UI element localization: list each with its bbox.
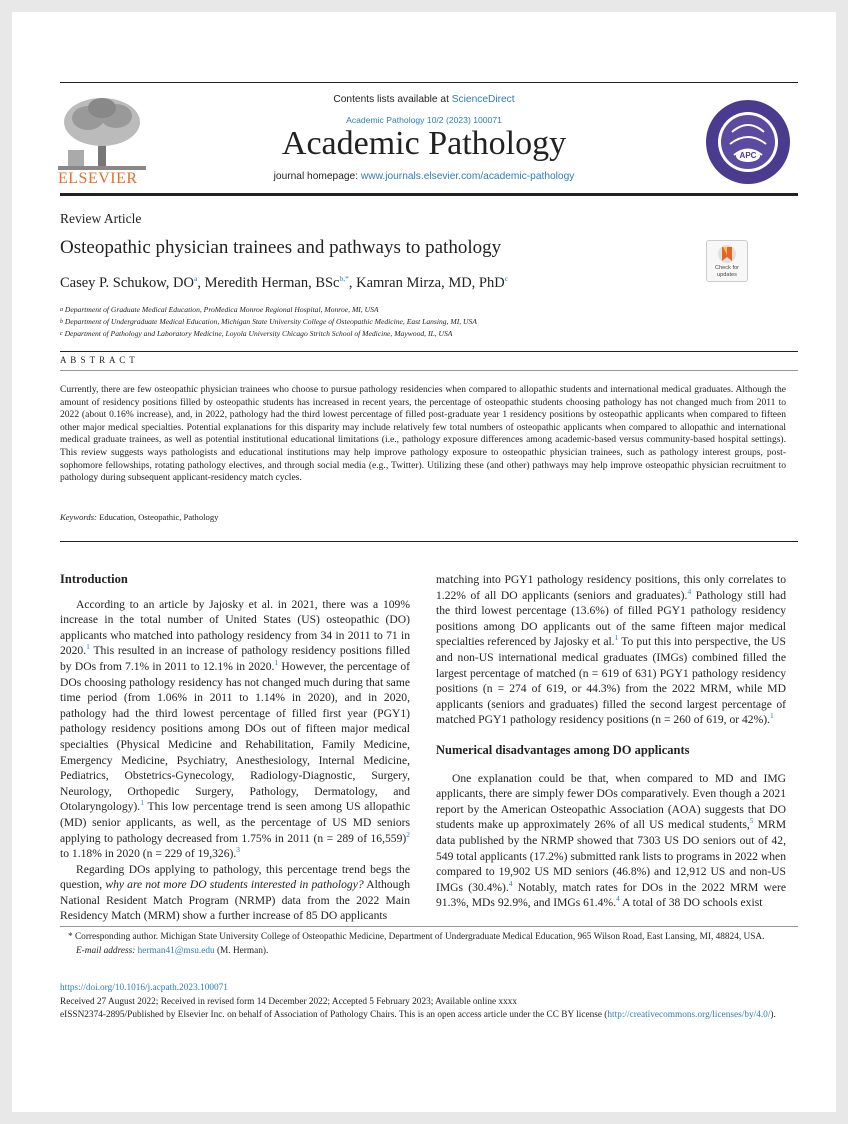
paragraph-text: This low percentage trend is seen among US allopathic (MD) senior applicants, as well, as the percentage of US MD seniors applying to pathology decreased from 1.75% in 2011 (n = 289 of 16,559) — [60, 800, 410, 845]
paragraph — [436, 771, 786, 911]
license-text-end: ). — [770, 1010, 776, 1021]
author-separator: , — [348, 275, 357, 291]
reference-link[interactable]: 1 — [140, 798, 144, 808]
license-line — [60, 1009, 786, 1023]
author-name: Casey P. Schukow, DO — [60, 275, 194, 291]
affiliation-text: Department of Undergraduate Medical Education, Michigan State University College of Osteopathic Medicine, East Lansing, MI, USA — [64, 317, 477, 326]
paragraph-text: MRM data published by the NRMP showed that 7303 US DO seniors out of 42, 549 total applicants (17.2%) submitted rank lists to programs in 2022 when compared to 19,902 US MD seniors (46.8%) and 12,912 US and non-US IMGs (30.4%). — [436, 818, 786, 894]
sciencedirect-link[interactable]: ScienceDirect — [451, 94, 515, 105]
numerical-disadvantages-heading: Numerical disadvantages among DO applicants — [436, 742, 690, 757]
author-name: Meredith Herman, BSc — [204, 275, 340, 291]
affiliation-text: Department of Graduate Medical Education, ProMedica Monroe Regional Hospital, Monroe, MI, USA — [64, 305, 379, 314]
reference-link[interactable]: 1 — [274, 658, 279, 668]
contents-line — [162, 94, 686, 105]
journal-title: Academic Pathology — [281, 125, 567, 162]
author-list — [60, 275, 508, 292]
email-line — [60, 945, 786, 959]
paragraph-text: Regarding DOs applying to pathology, this percentage trend begs the question, — [60, 862, 410, 892]
affiliation — [60, 316, 798, 328]
reference-link[interactable]: 4 — [687, 586, 692, 596]
paragraph-text: However, the percentage of DOs choosing pathology residency has not changed much during that same time period (from 1.06% in 2011 to 1.14% in 2020), and in 2020, pathology had the third lowest percentage of filled first year (PGY1) pathology residency positions among DOs out of fifteen major medical specialties (Physical Medicine and Rehabilitation, Family Medicine, Emergency Medicine, Psychiatry, Anesthesiology, Internal Medicine, Pediatrics, Obstetrics-Gynecology, Radiology-Diagnostic, Surgery, Neurology, Orthopedic Surgery, Pathology, Dermatology, and Otolaryngology). — [60, 659, 411, 814]
header-rule — [60, 193, 798, 196]
introduction-heading: Introduction — [60, 572, 128, 586]
reference-link[interactable]: 4 — [508, 878, 513, 888]
right-column — [436, 572, 786, 911]
keywords-label: Keywords: — [60, 512, 97, 522]
paragraph — [60, 862, 410, 924]
affiliation-text: Department of Pathology and Laboratory Medicine, Loyola University Chicago Stritch School of Medicine, Maywood, IL, USA — [64, 329, 453, 338]
paragraph-text: This resulted in an increase of pathology residency positions filled by DOs from 7.1% in 2011 to 12.1% in 2020. — [60, 644, 410, 673]
reference-link[interactable]: 4 — [616, 894, 620, 904]
left-column — [60, 572, 410, 924]
reference-link[interactable]: 1 — [614, 633, 619, 643]
paragraph-text: According to an article by Jajosky et al. in 2021, there was a 109% increase in the total number of United States (US) osteopathic (DO) applicants who matched into pathology residency from 34 in 2011 to 71 in 2020. — [60, 597, 410, 658]
paragraph-text: to 1.18% in 2020 (n = 229 of 19,326). — [60, 847, 237, 861]
abstract-top-rule — [60, 351, 798, 352]
paragraph-text: A total of 38 DO schools exist — [619, 896, 763, 910]
footnote-rule — [60, 926, 798, 927]
elsevier-tree-icon — [58, 94, 146, 172]
apc-seal-icon — [704, 98, 792, 186]
affiliation-mark: a — [60, 307, 63, 313]
author-affiliation-mark[interactable]: a — [194, 274, 198, 284]
paragraph-emphasis: why are not more DO students interested in pathology? — [105, 878, 364, 892]
top-rule — [60, 82, 798, 83]
affiliation — [60, 328, 798, 340]
affiliations — [60, 304, 798, 340]
received-dates: Received 27 August 2022; Received in revised form 14 December 2022; Accepted 5 February 2023; Available online xxxx — [60, 996, 518, 1007]
paragraph-text: matching into PGY1 pathology residency positions, this only correlates to 1.22% of all DO applicants (seniors and graduates). — [436, 573, 786, 602]
abstract-text: Currently, there are few osteopathic physician trainees who choose to pursue pathology residencies when compared to allopathic students and international medical graduates. Although the amount of residency positions filled by osteopathic students has increased in recent years, the percentage of osteopathic students choosing pathology has not changed much from 2011 to 2022 (about 0.16% increase), and, in 2022, pathology had the third lowest percentage of filled post-graduate year 1 residency positions by osteopathic applicants when compared to fifteen other major medical specialties. Potential explanations for this disparity may include relatively few total numbers of osteopathic applicants when compared to allopathic and international medical graduate trainees, as well as potential institutional educational limitations (i.e., pathology exposure differences among academic-based versus community-based hospital settings). This review suggests ways pathologists and educational institutions may help improve pathology exposure to osteopathic physician trainees, such as pathology interest groups, post-sophomore fellowships, rotating pathology electives, and through social media (e.g., Twitter). Utilizing these (and other) pathways may help improve osteopathic physician recruitment to pathology during subsequent applicant-residency match cycles. — [60, 384, 786, 484]
email-suffix: (M. Herman). — [214, 945, 269, 956]
reference-link[interactable]: 3 — [236, 845, 240, 855]
article-type: Review Article — [60, 211, 142, 226]
license-text: eISSN2374-2895/Published by Elsevier Inc. on behalf of Association of Pathology Chairs. This is an open access article under the CC BY license ( — [60, 1010, 608, 1021]
homepage-line — [162, 171, 686, 182]
check-for-updates-badge[interactable] — [706, 240, 748, 282]
check-for-updates-label: Check for updates — [715, 265, 739, 278]
reference-link[interactable]: 2 — [406, 829, 410, 839]
author-name: Kamran Mirza, MD, PhD — [356, 275, 505, 291]
elsevier-wordmark: ELSEVIER — [58, 170, 138, 187]
paragraph-text: Notably, match rates for DOs in the 2022 MRM were 91.3%, MDs 92.9%, and IMGs 61.4%. — [436, 880, 786, 910]
paragraph — [60, 597, 410, 862]
article-title: Osteopathic physician trainees and pathways to pathology — [60, 237, 502, 258]
bookmark-icon — [707, 241, 747, 267]
reference-link[interactable]: 5 — [749, 816, 754, 826]
paragraph-text: To put this into perspective, the US and non-US international medical graduates (IMGs) combined filled the largest percentage of matched (n = 619 of 631) PGY1 pathology residency positions (n = 274 of 619, or 44.3%) from the 2022 MRM, while MD applicants (seniors and graduates) filled the second largest percentage of matched PGY1 pathology residency positions (n = 260 of 619, or 42%). — [436, 635, 787, 727]
keywords-value: Education, Osteopathic, Pathology — [99, 512, 219, 522]
article-page — [12, 12, 836, 1112]
abstract-heading: A B S T R A C T — [60, 355, 136, 365]
author-affiliation-mark[interactable]: b,* — [339, 274, 349, 284]
abstract-bottom-rule — [60, 541, 798, 542]
paragraph-text: Although National Resident Match Program (NRMP) data from the 2022 Main Residency Match (MRM) show a further increase of 85 DO applicants — [60, 878, 410, 923]
license-link[interactable]: http://creativecommons.org/licenses/by/4.0/ — [607, 1010, 771, 1021]
corresponding-author-note: * Corresponding author. Michigan State University College of Osteopathic Medicine, Department of Undergraduate Medical Education, 965 Wilson Road, East Lansing, MI, 48824, USA. — [68, 932, 765, 942]
reference-link[interactable]: 1 — [86, 642, 90, 652]
elsevier-logo — [58, 94, 146, 188]
apc-seal — [704, 98, 792, 186]
footnotes — [60, 931, 786, 958]
reference-link[interactable]: 1 — [770, 711, 774, 721]
citation[interactable]: Academic Pathology 10/2 (2023) 100071 — [346, 115, 502, 125]
affiliation-mark: b — [60, 319, 63, 325]
publication-info — [60, 982, 786, 1023]
keywords-line — [60, 512, 218, 522]
affiliation — [60, 304, 798, 316]
abstract-heading-rule — [60, 370, 798, 371]
doi-link[interactable]: https://doi.org/10.1016/j.acpath.2023.100071 — [60, 983, 228, 993]
homepage-prefix: journal homepage: — [273, 171, 361, 182]
affiliation-mark: c — [60, 331, 63, 337]
email-label: E-mail address: — [76, 945, 138, 956]
author-affiliation-mark[interactable]: c — [504, 274, 509, 284]
homepage-link[interactable]: www.journals.elsevier.com/academic-pathology — [360, 171, 575, 182]
paragraph-text: Pathology still had the third lowest percentage (13.6%) of filled PGY1 pathology residency positions among DO applicants out of the same fifteen major medical specialties referenced by Jajosky et al. — [436, 588, 786, 649]
paragraph — [436, 572, 786, 728]
email-link[interactable]: herman41@msu.edu — [137, 945, 215, 956]
paragraph-text: One explanation could be that, when compared to MD and IMG applicants, there are simply fewer DOs comparatively. Even though a 2021 report by the American Osteopathic Association (AOA) suggests that DO students make up approximately 26% of all US medical students, — [436, 771, 786, 832]
author-separator: , — [197, 275, 205, 291]
apc-seal-text: APC — [739, 151, 757, 160]
contents-prefix: Contents lists available at — [333, 94, 452, 105]
